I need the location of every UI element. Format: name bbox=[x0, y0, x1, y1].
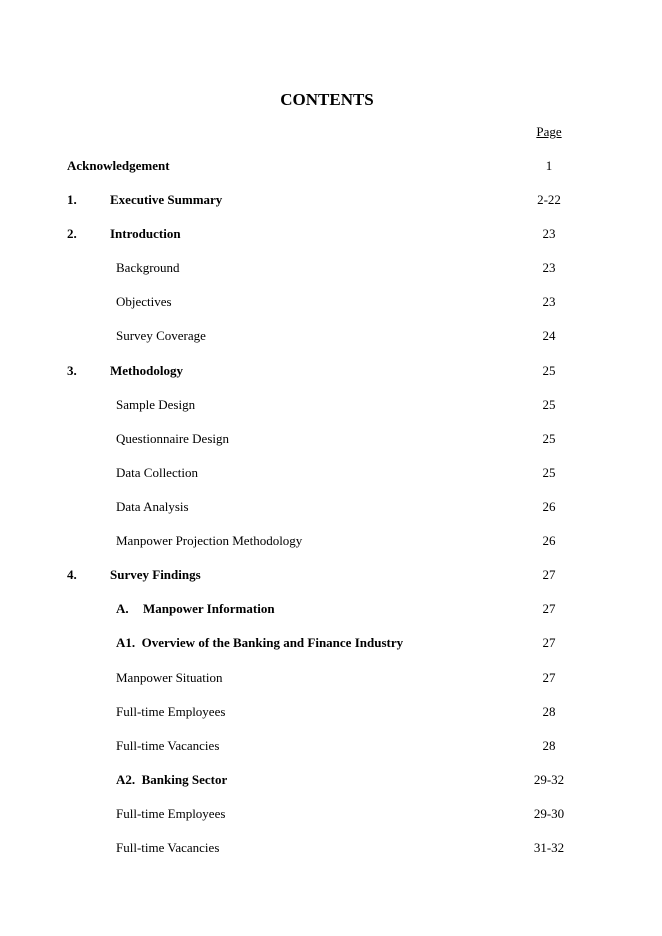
toc-entry-overview-banking-finance[interactable] bbox=[0, 634, 662, 652]
toc-entry-number: 3. bbox=[67, 363, 77, 378]
toc-entry-title: Banking Sector bbox=[141, 772, 228, 787]
toc-entry-page: 23 bbox=[542, 226, 556, 241]
toc-entry-page: 25 bbox=[542, 431, 556, 446]
toc-entry-label: Survey Findings bbox=[110, 567, 201, 582]
toc-entry-page: 23 bbox=[542, 294, 556, 309]
toc-entry-label: Questionnaire Design bbox=[116, 431, 230, 446]
toc-entry-label: Full-time Employees bbox=[116, 704, 226, 719]
toc-entry-label: Introduction bbox=[110, 226, 181, 241]
toc-entry-label: Full-time Vacancies bbox=[116, 840, 220, 855]
toc-entry-label: Full-time Vacancies bbox=[116, 738, 220, 753]
toc-entry-number: A. bbox=[116, 601, 129, 616]
toc-entry-banking-full-time-vacancies[interactable] bbox=[0, 839, 662, 857]
toc-entry-page: 25 bbox=[542, 363, 556, 378]
toc-entry-label: Full-time Employees bbox=[116, 806, 226, 821]
toc-entry-label: Survey Coverage bbox=[116, 328, 206, 343]
toc-entry-acknowledgement[interactable] bbox=[0, 157, 662, 175]
toc-entry-page: 28 bbox=[542, 704, 556, 719]
toc-entry-page: 28 bbox=[542, 738, 556, 753]
toc-entry-label bbox=[116, 600, 275, 618]
toc-entry-number: 4. bbox=[67, 567, 77, 582]
toc-entry-page: 1 bbox=[545, 158, 553, 173]
toc-entry-manpower-projection-methodology[interactable] bbox=[0, 532, 662, 550]
toc-entry-page: 24 bbox=[542, 328, 556, 343]
toc-entry-banking-full-time-employees[interactable] bbox=[0, 805, 662, 823]
toc-entry-label: Background bbox=[116, 260, 180, 275]
toc-entry-manpower-situation[interactable] bbox=[0, 669, 662, 687]
toc-entry-title: Overview of the Banking and Finance Industry bbox=[141, 635, 404, 650]
page-column-header: Page bbox=[536, 124, 562, 139]
toc-title: CONTENTS bbox=[280, 90, 374, 109]
toc-entry-label: Data Collection bbox=[116, 465, 198, 480]
toc-entry-banking-sector[interactable] bbox=[0, 771, 662, 789]
toc-entry-background[interactable] bbox=[0, 259, 662, 277]
toc-entry-questionnaire-design[interactable] bbox=[0, 430, 662, 448]
toc-entry-methodology[interactable] bbox=[0, 362, 662, 380]
toc-entry-number: A2. bbox=[116, 772, 136, 787]
toc-entry-label: Manpower Projection Methodology bbox=[116, 533, 303, 548]
toc-entry-number: 2. bbox=[67, 226, 77, 241]
toc-entry-label: Data Analysis bbox=[116, 499, 189, 514]
toc-entry-page: 25 bbox=[542, 397, 556, 412]
toc-entry-page: 27 bbox=[542, 635, 556, 650]
toc-entry-label: Executive Summary bbox=[110, 192, 223, 207]
toc-entry-page: 29-32 bbox=[533, 772, 565, 787]
toc-entry-introduction[interactable] bbox=[0, 225, 662, 243]
toc-entry-number: A1. bbox=[116, 635, 136, 650]
toc-entry-label bbox=[116, 771, 227, 789]
toc-entry-page: 31-32 bbox=[533, 840, 565, 855]
toc-entry-label bbox=[116, 634, 403, 652]
toc-entry-page: 27 bbox=[542, 601, 556, 616]
toc-entry-page: 2-22 bbox=[537, 192, 561, 207]
toc-entry-page: 25 bbox=[542, 465, 556, 480]
toc-entry-label: Objectives bbox=[116, 294, 172, 309]
toc-entry-number: 1. bbox=[67, 192, 77, 207]
toc-entry-label: Sample Design bbox=[116, 397, 196, 412]
toc-entry-label: Manpower Situation bbox=[116, 670, 223, 685]
toc-entry-objectives[interactable] bbox=[0, 293, 662, 311]
toc-entry-full-time-employees[interactable] bbox=[0, 703, 662, 721]
toc-entry-full-time-vacancies[interactable] bbox=[0, 737, 662, 755]
toc-entry-title: Manpower Information bbox=[143, 601, 275, 616]
toc-entry-page: 23 bbox=[542, 260, 556, 275]
toc-entry-page: 29-30 bbox=[533, 806, 565, 821]
toc-entry-sample-design[interactable] bbox=[0, 396, 662, 414]
toc-entry-manpower-information[interactable] bbox=[0, 600, 662, 618]
toc-entry-data-collection[interactable] bbox=[0, 464, 662, 482]
toc-entry-data-analysis[interactable] bbox=[0, 498, 662, 516]
toc-entry-executive-summary[interactable] bbox=[0, 191, 662, 209]
toc-entry-page: 27 bbox=[542, 567, 556, 582]
toc-entry-survey-findings[interactable] bbox=[0, 566, 662, 584]
toc-entry-page: 27 bbox=[542, 670, 556, 685]
toc-entry-page: 26 bbox=[542, 533, 556, 548]
toc-entry-page: 26 bbox=[542, 499, 556, 514]
toc-entry-survey-coverage[interactable] bbox=[0, 327, 662, 345]
toc-entry-label: Methodology bbox=[110, 363, 183, 378]
toc-entry-label: Acknowledgement bbox=[67, 158, 170, 173]
